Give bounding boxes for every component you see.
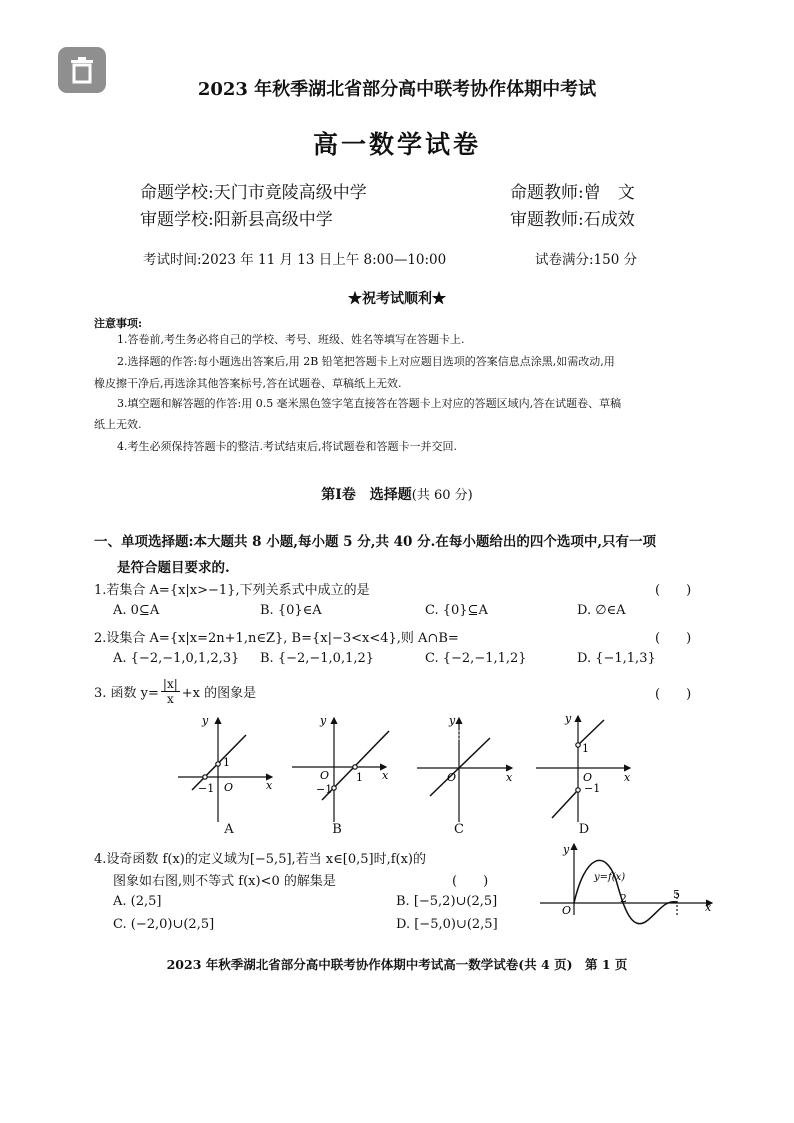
reviewing-teacher: 审题教师:石成效 <box>510 210 635 230</box>
graph-b-origin: O <box>320 769 330 782</box>
graph-a <box>178 718 272 822</box>
graph-b-label: B <box>332 822 342 837</box>
graph-c-y-label: y <box>449 714 456 727</box>
graph-c-label: C <box>454 822 464 837</box>
q4-graph-y-label: y <box>563 843 570 856</box>
q3-answer-bracket: ( ) <box>655 687 692 702</box>
q1-stem: 1.若集合 A={x|x>−1},下列关系式中成立的是 <box>94 583 370 598</box>
graph-a-label: A <box>224 822 234 837</box>
exam-time: 考试时间:2023 年 11 月 13 日上午 8:00—10:00 <box>143 252 447 268</box>
graph-c-x-label: x <box>506 771 513 784</box>
page-footer: 2023 年秋季湖北省部分高中联考协作体期中考试高一数学试卷(共 4 页) 第 1 页 <box>166 957 628 972</box>
q2-answer-bracket: ( ) <box>655 631 692 646</box>
q4-answer-bracket: ( ) <box>452 874 489 889</box>
good-luck-wish: ★祝考试顺利★ <box>348 291 446 307</box>
part1-instruction-cont: 是符合题目要求的. <box>117 560 230 576</box>
note-2-cont: 橡皮擦干净后,再选涂其他答案标号,答在试题卷、草稿纸上无效. <box>94 377 402 390</box>
q4-graph-tick-5: 5 <box>673 888 680 901</box>
q1-option-d: D. ∅∈A <box>577 603 626 618</box>
exam-title: 2023 年秋季湖北省部分高中联考协作体期中考试 <box>197 79 597 100</box>
graph-d-tick-neg1: −1 <box>584 782 601 795</box>
q1-option-b: B. {0}∈A <box>260 603 322 618</box>
q1-option-a: A. 0⊆A <box>113 603 160 618</box>
part1-instruction: 一、单项选择题:本大题共 8 小题,每小题 5 分,共 40 分.在每小题给出的四个选项中,只有一项 <box>94 534 657 550</box>
graph-a-x-label: x <box>266 779 273 792</box>
graph-d-y-label: y <box>565 712 572 725</box>
note-4: 4.考生必须保持答题卡的整洁.考试结束后,将试题卷和答题卡一并交回. <box>117 440 457 453</box>
full-score: 试卷满分:150 分 <box>535 252 638 268</box>
graph-a-y-label: y <box>202 714 209 727</box>
q3-stem-suffix: +x 的图象是 <box>181 686 257 701</box>
graph-d <box>536 716 630 822</box>
graph-d-origin: O <box>583 771 593 784</box>
q2-option-b: B. {−2,−1,0,1,2} <box>260 651 375 666</box>
graph-b-y-label: y <box>320 714 327 727</box>
q2-stem: 2.设集合 A={x|x=2n+1,n∈Z}, B={x|−3<x<4},则 A∩B= <box>94 631 459 646</box>
reviewing-school: 审题学校:阳新县高级中学 <box>140 210 333 230</box>
section-title: 第Ⅰ卷 选择题 <box>321 487 412 503</box>
q1-answer-bracket: ( ) <box>655 583 692 598</box>
graph-c-origin: O <box>447 771 457 784</box>
q1-option-c: C. {0}⊆A <box>425 603 488 618</box>
graph-a-origin: O <box>224 781 234 794</box>
q4-option-a: A. (2,5] <box>113 894 162 909</box>
graph-c <box>417 718 512 822</box>
q4-stem-line2: 图象如右图,则不等式 f(x)<0 的解集是 <box>113 874 336 889</box>
q4-option-c: C. (−2,0)∪(2,5] <box>113 917 215 932</box>
graph-a-tick-1: 1 <box>223 756 230 769</box>
graph-d-tick-1: 1 <box>582 742 589 755</box>
q4-graph-fx-label: y=f(x) <box>594 872 626 883</box>
paper-title: 高一数学试卷 <box>312 130 481 159</box>
graph-d-label: D <box>578 822 590 837</box>
q4-option-d: D. [−5,0)∪(2,5] <box>396 917 498 932</box>
note-3-cont: 纸上无效. <box>94 418 142 431</box>
graph-a-tick-neg1: −1 <box>198 782 215 795</box>
graph-b-tick-neg1: −1 <box>316 783 333 796</box>
proposing-school: 命题学校:天门市竟陵高级中学 <box>140 183 367 203</box>
note-3: 3.填空题和解答题的作答:用 0.5 毫米黑色签字笔直接答在答题卡上对应的答题区域内,答在试题卷、草稿 <box>117 397 622 410</box>
q4-graph-tick-2: 2 <box>620 892 627 905</box>
graph-b-tick-1: 1 <box>356 771 363 784</box>
proposing-teacher: 命题教师:曾 文 <box>510 183 635 203</box>
q2-option-d: D. {−1,1,3} <box>577 651 656 666</box>
note-1: 1.答卷前,考生务必将自己的学校、考号、班级、姓名等填写在答题卡上. <box>117 333 465 346</box>
q2-option-a: A. {−2,−1,0,1,2,3} <box>113 651 240 666</box>
graph-b-x-label: x <box>382 769 389 782</box>
note-2: 2.选择题的作答:每小题选出答案后,用 2B 铅笔把答题卡上对应题目选项的答案信息点涂黑,如需改动,用 <box>117 355 615 368</box>
q2-option-c: C. {−2,−1,1,2} <box>425 651 527 666</box>
q4-option-b: B. [−5,2)∪(2,5] <box>396 894 498 909</box>
q3-stem-prefix: 3. 函数 y= <box>94 686 159 701</box>
graph-b <box>292 718 389 822</box>
q4-stem-line1: 4.设奇函数 f(x)的定义域为[−5,5],若当 x∈[0,5]时,f(x)的 <box>94 852 426 867</box>
notes-heading: 注意事项: <box>94 317 143 330</box>
q3-fraction-num: |x| <box>162 677 178 691</box>
section-points: (共 60 分) <box>411 488 473 503</box>
q4-graph-x-label: x <box>705 901 712 914</box>
q3-fraction-den: x <box>166 692 174 706</box>
q4-graph-origin: O <box>562 904 572 917</box>
graph-d-x-label: x <box>624 771 631 784</box>
